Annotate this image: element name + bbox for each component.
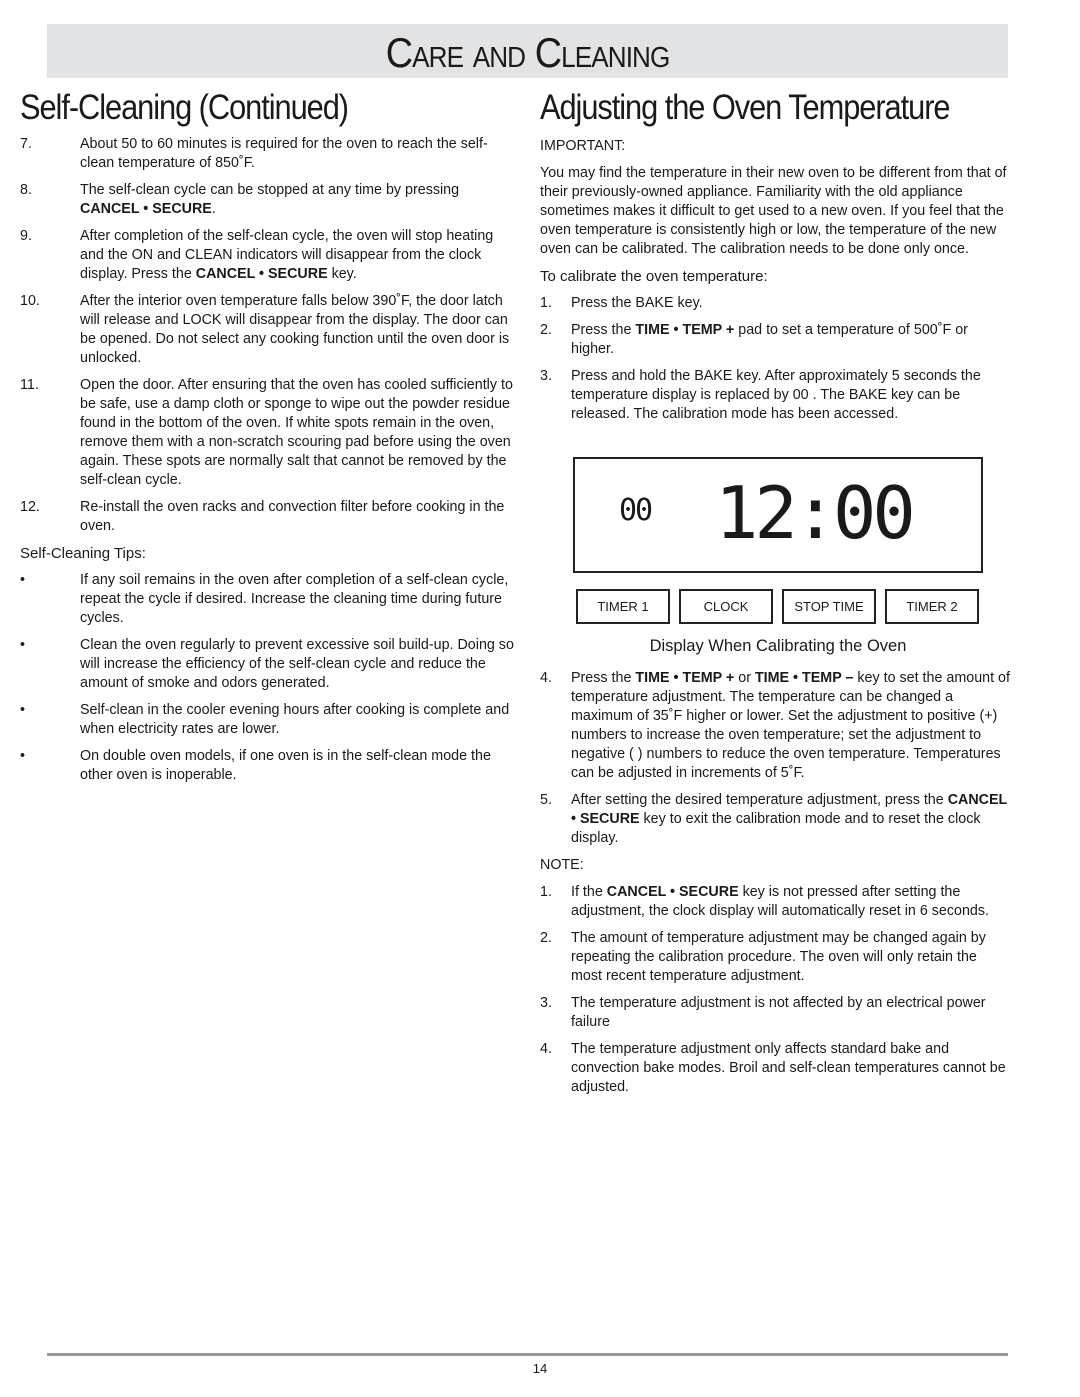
list-item xyxy=(540,791,1010,848)
item-text: or xyxy=(734,670,755,686)
key-name: CANCEL • SECURE xyxy=(571,792,1007,827)
section-title: Care and Cleaning xyxy=(385,29,670,76)
timer-2-key: TIMER 2 xyxy=(885,589,979,624)
item-text: If any soil remains in the oven after completion of a self-clean cycle, repeat the cycle if desired. Increase the cleaning time during future cycles. xyxy=(80,572,509,626)
item-number: 2. xyxy=(540,930,552,946)
calibration-steps xyxy=(540,294,1010,424)
clock-key: CLOCK xyxy=(679,589,773,624)
list-item xyxy=(20,747,518,785)
self-cleaning-tips xyxy=(20,571,518,785)
list-item xyxy=(20,376,518,490)
item-number: 8. xyxy=(20,182,32,198)
list-item xyxy=(20,135,518,173)
key-name: CANCEL • SECURE xyxy=(606,884,739,900)
item-number: 3. xyxy=(540,368,552,384)
section-header-bar xyxy=(47,24,1008,78)
item-number: • xyxy=(20,748,26,764)
self-cleaning-steps xyxy=(20,135,518,536)
item-text: After the interior oven temperature falls below 390˚F, the door latch will release and LOCK will disappear from the display. The door can be opened. Do not select any cooking function until the oven door is unlocked. xyxy=(80,293,510,366)
display-clock: 12:00 xyxy=(715,471,912,555)
list-item xyxy=(540,883,1010,921)
footer-rule xyxy=(47,1353,1008,1356)
stop-time-key: STOP TIME xyxy=(782,589,876,624)
notes-list xyxy=(540,883,1010,1097)
item-text: pad to set a temperature of 500˚F or higher. xyxy=(571,322,968,357)
key-name: CANCEL • SECURE xyxy=(80,201,212,217)
item-text: Press the xyxy=(571,322,636,338)
item-text: If the xyxy=(571,884,607,900)
item-text: After setting the desired temperature adjustment, press the xyxy=(571,792,948,808)
item-number: 4. xyxy=(540,1041,552,1057)
item-number: 4. xyxy=(540,670,552,686)
list-item xyxy=(540,321,1010,359)
item-number: • xyxy=(20,702,26,718)
item-number: 1. xyxy=(540,295,552,311)
item-text: The temperature adjustment only affects standard bake and convection bake modes. Broil and self-clean temperatures cannot be adjusted. xyxy=(571,1041,1006,1095)
item-text: After completion of the self-clean cycle, the oven will stop heating and the ON and CLEAN indicators will disappear from the clock display. Press the xyxy=(80,228,494,282)
item-text: key is not pressed after setting the adjustment, the clock display will automatically reset in 6 seconds. xyxy=(571,884,989,919)
item-text: key to set the amount of temperature adjustment. The temperature can be changed a maximum of 35˚F higher or lower. Set the adjustment to positive (+) numbers to increase the oven temperature; set the adjustment to negative ( ) numbers to reduce the oven temperature. Temperatures can be adjusted in increments of 5˚F. xyxy=(571,670,1010,781)
item-text: Self-clean in the cooler evening hours after cooking is complete and when electricity rates are lower. xyxy=(80,702,510,737)
item-number: 12. xyxy=(20,499,40,515)
item-number: • xyxy=(20,572,26,588)
list-item xyxy=(20,571,518,628)
item-number: 3. xyxy=(540,995,552,1011)
self-cleaning-heading: Self-Cleaning (Continued) xyxy=(20,88,349,127)
display-caption: Display When Calibrating the Oven xyxy=(649,637,907,655)
item-text: Clean the oven regularly to prevent excessive soil build-up. Doing so will increase the efficiency of the self-clean cycle and reduce the amount of smoke and odors generated. xyxy=(80,637,514,691)
item-number: 7. xyxy=(20,136,32,152)
item-number: 2. xyxy=(540,322,552,338)
right-column-top xyxy=(540,137,1010,432)
list-item xyxy=(540,994,1010,1032)
item-text: key to exit the calibration mode and to reset the clock display. xyxy=(571,811,981,846)
list-item xyxy=(540,1040,1010,1097)
important-label: IMPORTANT: xyxy=(540,138,626,154)
list-item xyxy=(20,498,518,536)
item-number: 9. xyxy=(20,228,32,244)
item-text: Press and hold the BAKE key. After approximately 5 seconds the temperature display is replaced by 00 . The BAKE key can be released. The calibration mode has been accessed. xyxy=(571,368,981,422)
key-name: TIME • TEMP + xyxy=(635,322,735,338)
oven-display xyxy=(573,457,983,573)
list-item xyxy=(540,367,1010,424)
calibrate-heading: To calibrate the oven temperature: xyxy=(540,268,768,285)
key-name: TIME • TEMP – xyxy=(754,670,854,686)
item-text: On double oven models, if one oven is in the self-clean mode the other oven is inoperable. xyxy=(80,748,491,783)
item-text: . xyxy=(211,201,216,217)
item-text: Press the BAKE key. xyxy=(571,295,703,311)
item-text: Re-install the oven racks and convection filter before cooking in the oven. xyxy=(80,499,505,534)
display-temp-offset: 00 xyxy=(619,493,652,528)
tips-heading: Self-Cleaning Tips: xyxy=(20,545,146,562)
key-name: CANCEL • SECURE xyxy=(195,266,328,282)
item-number: 5. xyxy=(540,792,552,808)
list-item xyxy=(20,636,518,693)
list-item xyxy=(20,701,518,739)
list-item xyxy=(540,929,1010,986)
item-text: key. xyxy=(327,266,357,282)
item-text: Open the door. After ensuring that the oven has cooled sufficiently to be safe, use a damp cloth or sponge to wipe out the powder residue found in the bottom of the oven. If white spots remain in the oven, remove them with a non-scratch scouring pad before using the oven again. These spots are normally salt that cannot be removed by the self-clean cycle. xyxy=(80,377,513,488)
item-text: Press the xyxy=(571,670,636,686)
item-number: 11. xyxy=(20,377,39,393)
timer-1-key: TIMER 1 xyxy=(576,589,670,624)
important-text: You may find the temperature in their new oven to be different from that of their previously-owned appliance. Familiarity with the old appliance sometimes makes it difficult to get used to a new oven. If you feel that the oven temperature is consistently high or low, the temperature of the new oven can be calibrated. The calibration needs to be done only once. xyxy=(540,165,1007,257)
list-item xyxy=(20,227,518,284)
list-item xyxy=(20,181,518,219)
left-column xyxy=(20,135,518,793)
list-item xyxy=(540,669,1010,783)
list-item xyxy=(540,294,1010,313)
key-name: TIME • TEMP + xyxy=(635,670,735,686)
right-column-bottom xyxy=(540,669,1010,1105)
adjustment-steps xyxy=(540,669,1010,848)
item-text: The amount of temperature adjustment may be changed again by repeating the calibration procedure. The oven will only retain the most recent temperature adjustment. xyxy=(571,930,986,984)
item-number: 1. xyxy=(540,884,552,900)
list-item xyxy=(20,292,518,368)
oven-temperature-heading: Adjusting the Oven Temperature xyxy=(540,88,950,127)
item-number: 10. xyxy=(20,293,40,309)
item-text: The temperature adjustment is not affected by an electrical power failure xyxy=(571,995,986,1030)
note-label: NOTE: xyxy=(540,857,584,873)
page-number: 14 xyxy=(532,1361,548,1376)
item-number: • xyxy=(20,637,26,653)
item-text: About 50 to 60 minutes is required for the oven to reach the self-clean temperature of 850˚F. xyxy=(80,136,488,171)
item-text: The self-clean cycle can be stopped at any time by pressing xyxy=(80,182,460,198)
